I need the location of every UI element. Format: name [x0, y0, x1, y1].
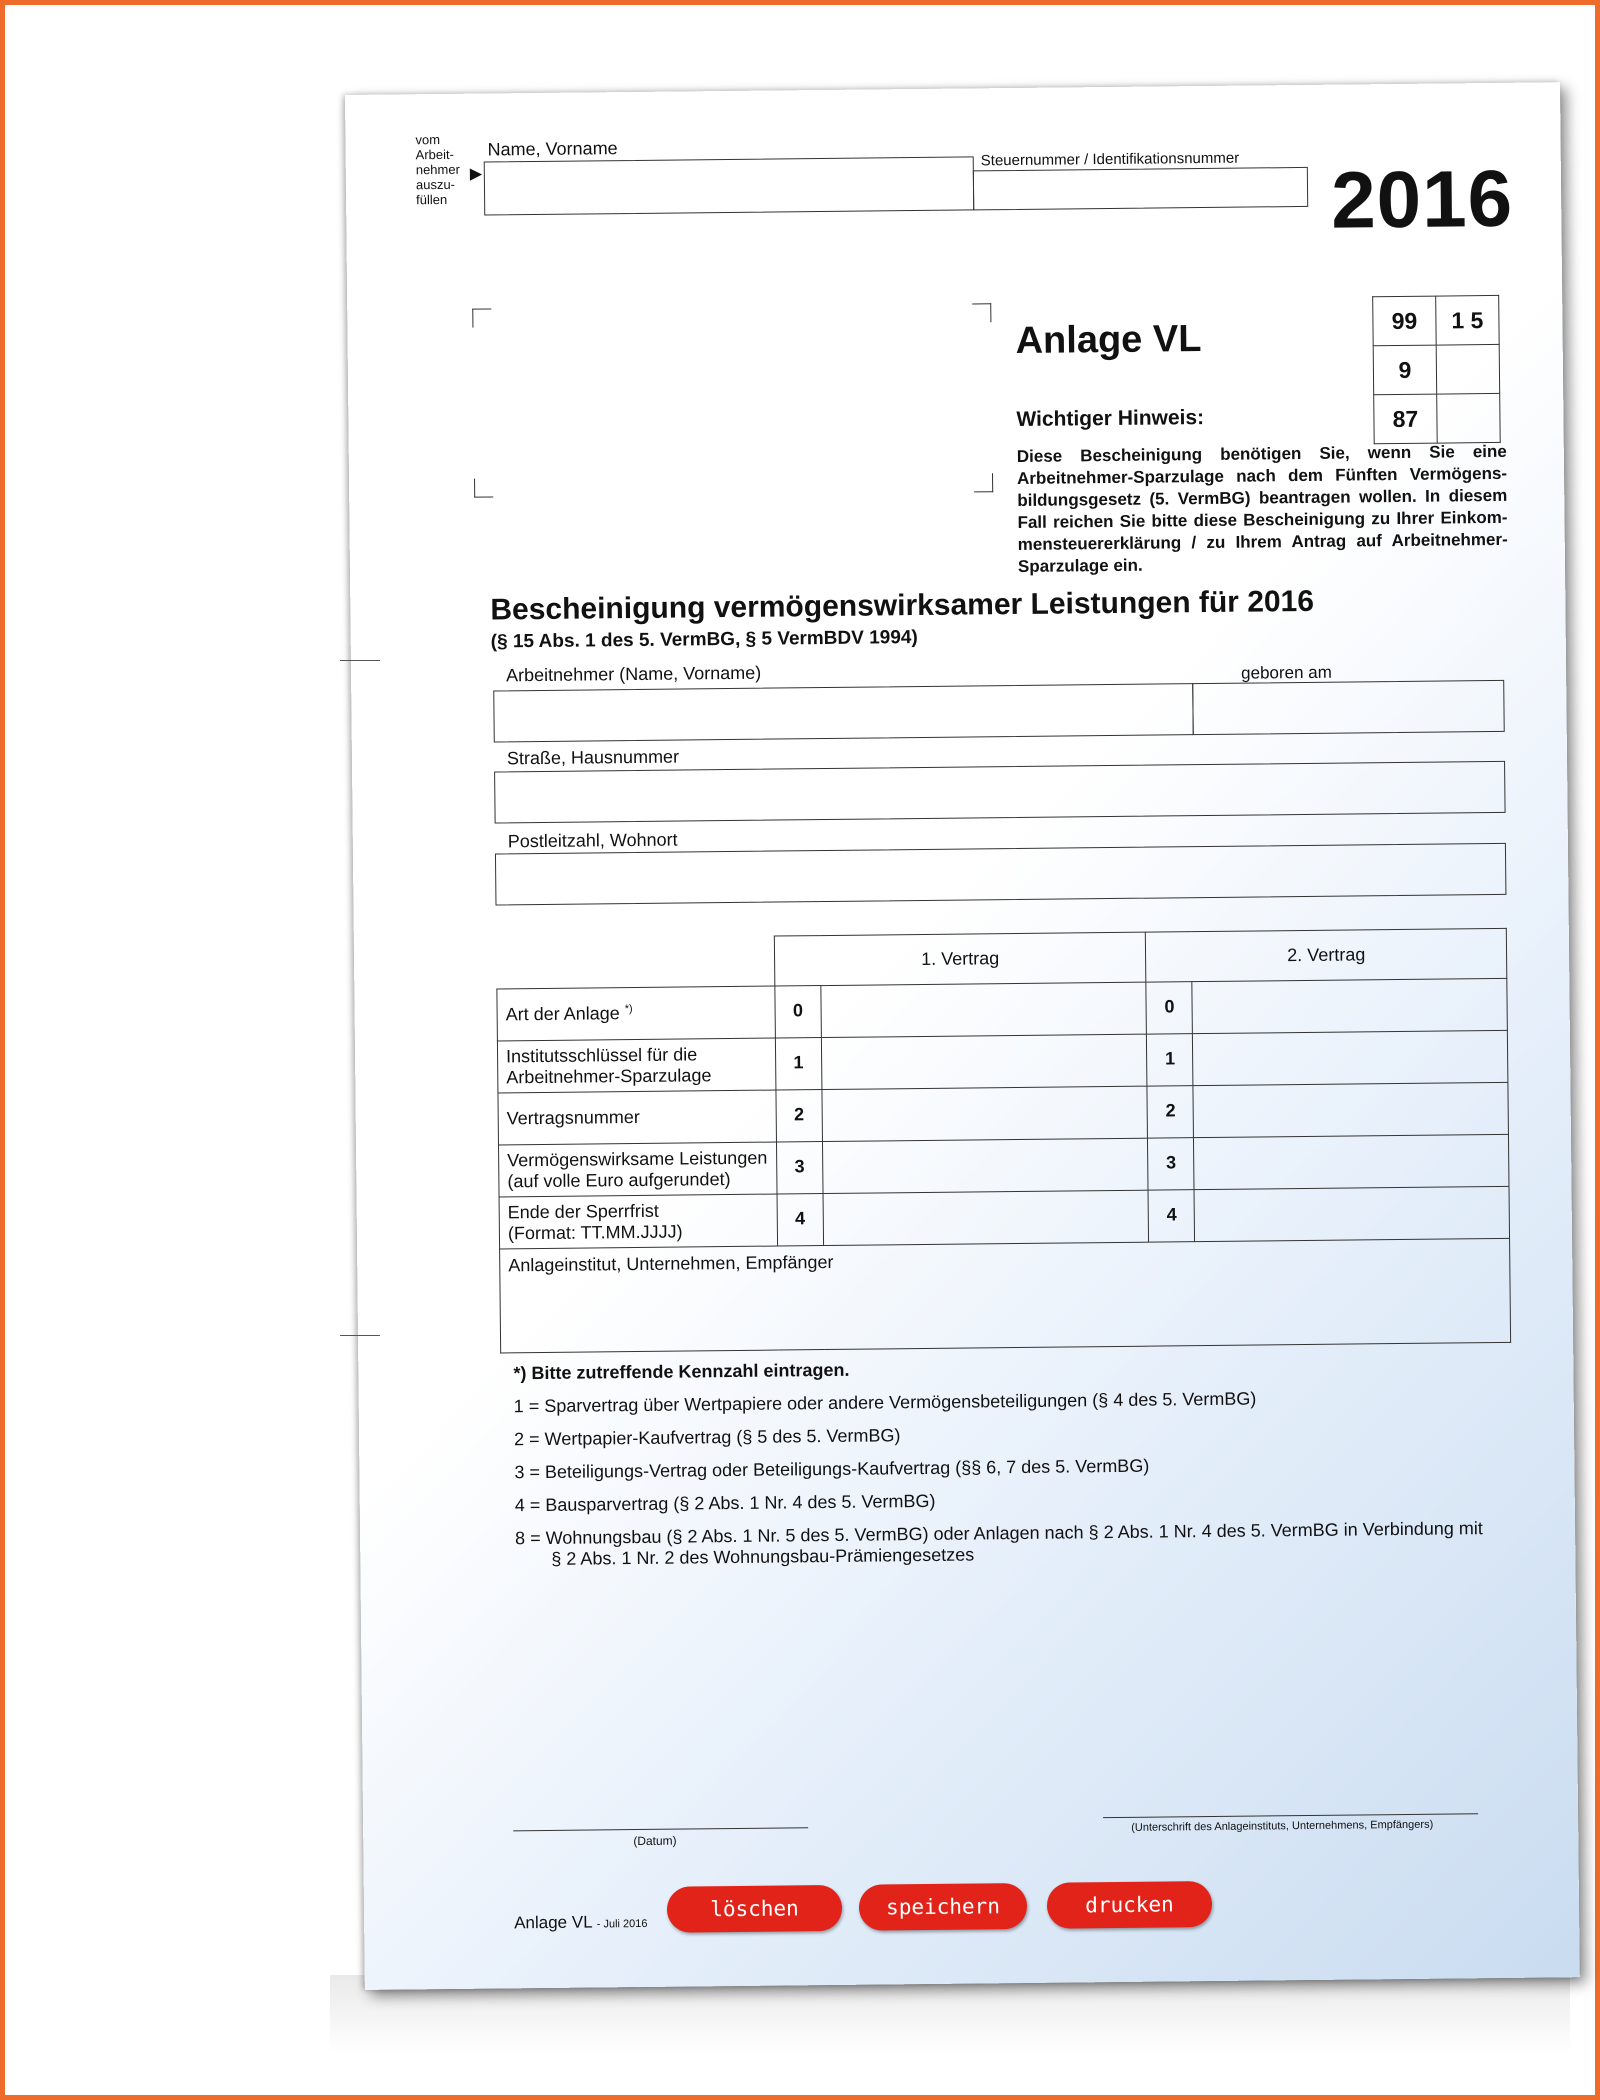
employee-label: Arbeitnehmer (Name, Vorname)	[505, 662, 762, 686]
contract-1-type-field[interactable]	[821, 982, 1147, 1037]
row-label: Institutsschlüssel für die Arbeitnehmer-Sparzulage	[497, 1038, 775, 1093]
employee-name-field[interactable]	[493, 683, 1194, 742]
form-footer: Anlage VL - Juli 2016	[514, 1912, 648, 1933]
arrow-right-icon: ▶	[469, 165, 483, 183]
contract-1-amount-field[interactable]	[822, 1138, 1148, 1193]
contract-2-institute-key-field[interactable]	[1193, 1030, 1508, 1085]
list-item: 3 = Beteiligungs-Vertrag oder Beteiligungs-Kaufvertrag (§§ 6, 7 des 5. VermBG)	[514, 1455, 1150, 1483]
institute-row	[500, 1238, 1511, 1353]
contract-1-header: 1. Vertrag	[774, 932, 1146, 986]
table-row: Vertragsnummer 2 2	[498, 1082, 1508, 1145]
list-item: 1 = Sparvertrag über Wertpapiere oder andere Vermögensbeteiligungen (§ 4 des 5. VermBG)	[513, 1388, 1257, 1417]
street-label: Straße, Hausnummer	[506, 746, 680, 769]
list-item: § 2 Abs. 1 Nr. 2 des Wohnungsbau-Prämiengesetzes	[551, 1544, 975, 1569]
name-field[interactable]	[484, 156, 975, 215]
table-row: Art der Anlage *) 0 0	[497, 978, 1507, 1041]
contract-1-institute-key-field[interactable]	[821, 1034, 1147, 1089]
fold-mark	[340, 1335, 380, 1336]
contract-1-lock-end-field[interactable]	[823, 1190, 1149, 1245]
fold-mark	[340, 660, 380, 661]
certificate-subtitle: (§ 15 Abs. 1 des 5. VermBG, § 5 VermBDV 1994)	[490, 627, 918, 653]
contracts-table	[496, 928, 1511, 1354]
print-button[interactable]: drucken	[1047, 1881, 1212, 1929]
birth-date-field[interactable]	[1192, 680, 1505, 735]
name-label: Name, Vorname	[487, 138, 618, 160]
signature-line[interactable]	[1103, 1813, 1478, 1818]
corner-mark	[472, 308, 491, 327]
contract-2-number-field[interactable]	[1193, 1082, 1508, 1137]
notes	[513, 1353, 1525, 1583]
contract-1-number-field[interactable]	[822, 1086, 1148, 1141]
contract-2-lock-end-field[interactable]	[1194, 1186, 1509, 1241]
contract-2-type-field[interactable]	[1192, 978, 1507, 1033]
notes-title: *) Bitte zutreffende Kennzahl eintragen.	[513, 1359, 850, 1384]
table-row: Ende der Sperrfrist (Format: TT.MM.JJJJ) 4 4	[499, 1186, 1509, 1249]
birth-label: geboren am	[1241, 662, 1332, 683]
delete-button[interactable]: löschen	[667, 1885, 842, 1933]
save-button[interactable]: speichern	[859, 1883, 1027, 1931]
form-year: 2016	[1330, 153, 1514, 245]
contract-2-header: 2. Vertrag	[1146, 928, 1507, 982]
contract-2-amount-field[interactable]	[1194, 1134, 1509, 1189]
street-field[interactable]	[494, 761, 1505, 824]
city-label: Postleitzahl, Wohnort	[507, 829, 678, 852]
certificate-title: Bescheinigung vermögenswirksamer Leistungen für 2016	[490, 584, 1315, 627]
notice-text: Diese Bescheinigung benötigen Sie, wenn Sie eine Arbeitnehmer-Sparzulage nach dem Fünften Vermögens-bildungsgesetz (5. VermBG) beantragen wollen. In diesem Fall reichen Sie bitte diese Bescheinigung zu Ihrer Einkom-mensteuererklärung / zu Ihrem Antrag auf Arbeitnehmer-Sparzulage ein.	[1016, 441, 1508, 576]
row-label: Ende der Sperrfrist (Format: TT.MM.JJJJ)	[499, 1194, 777, 1249]
list-item: 2 = Wertpapier-Kaufvertrag (§ 5 des 5. VermBG)	[513, 1425, 901, 1450]
form-title: Anlage VL	[1015, 318, 1202, 362]
signature-label: (Unterschrift des Anlageinstituts, Unternehmens, Empfängers)	[1131, 1818, 1434, 1834]
institute-field[interactable]: Anlageinstitut, Unternehmen, Empfänger	[500, 1238, 1511, 1353]
row-label: Vermögenswirksame Leistungen (auf volle Euro aufgerundet)	[499, 1142, 777, 1197]
form-sheet	[345, 82, 1580, 1990]
list-item: 8 = Wohnungsbau (§ 2 Abs. 1 Nr. 5 des 5. VermBG) oder Anlagen nach § 2 Abs. 1 Nr. 4 des 5. VermBG in Verbindung mit	[515, 1518, 1483, 1549]
notice-title: Wichtiger Hinweis:	[1016, 406, 1205, 431]
taxid-label: Steuernummer / Identifikationsnummer	[980, 149, 1240, 170]
row-label: Vertragsnummer	[498, 1090, 776, 1145]
date-line[interactable]	[513, 1827, 808, 1831]
table-row: Institutsschlüssel für die Arbeitnehmer-Sparzulage 1 1	[497, 1030, 1507, 1093]
date-label: (Datum)	[633, 1833, 677, 1849]
taxid-field[interactable]	[973, 167, 1308, 211]
corner-mark	[974, 473, 993, 492]
city-field[interactable]	[495, 843, 1506, 906]
corner-mark	[972, 303, 991, 322]
code-grid: 99 1 5 9 87	[1372, 295, 1501, 444]
table-row: Vermögenswirksame Leistungen (auf volle Euro aufgerundet) 3 3	[499, 1134, 1509, 1197]
corner-mark	[474, 478, 493, 497]
list-item: 4 = Bausparvertrag (§ 2 Abs. 1 Nr. 4 des 5. VermBG)	[514, 1490, 936, 1516]
employee-note: vom Arbeit- nehmer auszu- füllen	[415, 132, 460, 208]
row-label: Art der Anlage *)	[497, 986, 775, 1041]
